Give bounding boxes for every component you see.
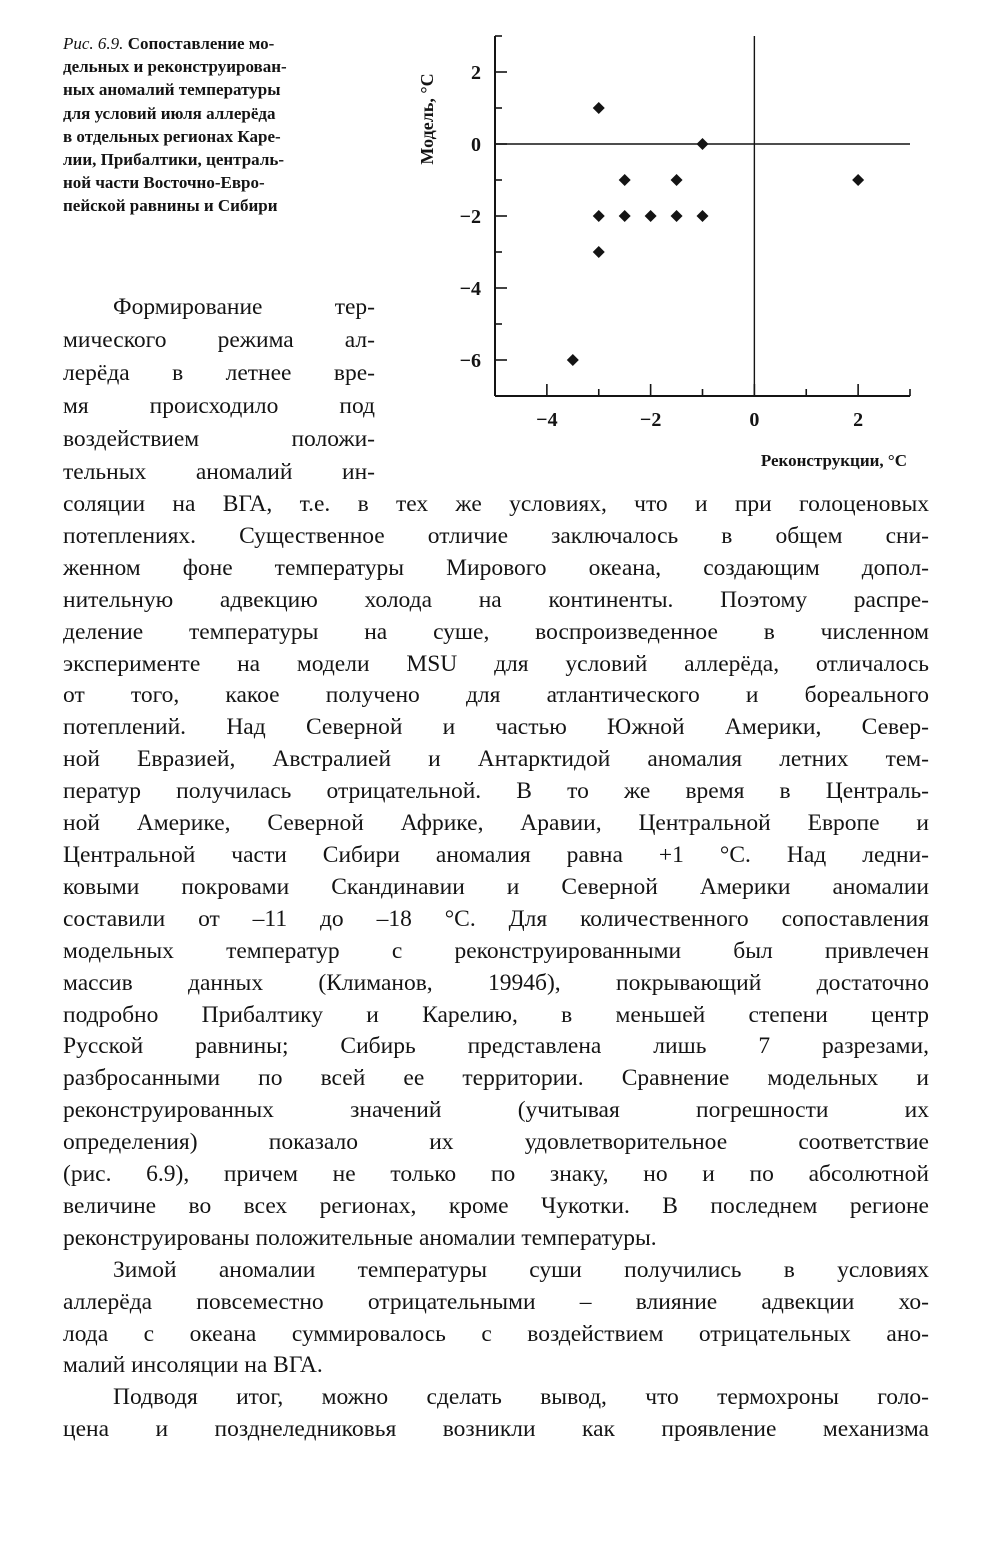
text-line: Русской равнины; Сибирь представлена лишь 7 разрезами, xyxy=(63,1033,929,1060)
x-tick-label: −2 xyxy=(639,409,662,431)
caption-line: лии, Прибалтики, централь- xyxy=(63,150,285,170)
y-tick-label: −6 xyxy=(459,350,481,372)
x-tick-label: 0 xyxy=(749,409,760,431)
paragraph xyxy=(63,1255,929,1383)
data-point xyxy=(697,210,709,222)
text-line: цена и позднеледниковья возникли как проявление механизма xyxy=(63,1416,929,1443)
data-points xyxy=(567,102,864,366)
text-line: величине во всех регионах, кроме Чукотки. В последнем регионе xyxy=(63,1192,929,1219)
intro-line: мя происходило под xyxy=(63,393,375,419)
data-point xyxy=(619,210,631,222)
intro-line: Формирование тер- xyxy=(113,294,375,320)
scatter-chart xyxy=(405,24,925,484)
text-line: малий инсоляции на ВГА. xyxy=(63,1352,323,1379)
intro-line: мического режима ал- xyxy=(63,327,375,353)
text-line: аллерёда повсеместно отрицательными – влияние адвекции хо- xyxy=(63,1288,929,1315)
y-axis-ticks xyxy=(460,36,507,396)
text-line: ной Америке, Северной Африке, Аравии, Центральной Европе и xyxy=(63,810,929,837)
data-point xyxy=(593,210,605,222)
text-line: лода с океана суммировалось с воздействием отрицательных ано- xyxy=(63,1320,929,1347)
x-tick-label: −4 xyxy=(536,409,558,431)
data-point xyxy=(671,174,683,186)
caption-line: пейской равнины и Сибири xyxy=(63,196,278,216)
caption-line: ной части Восточно-Евро- xyxy=(63,173,265,193)
text-line: нительную адвекцию холода на континенты. Поэтому распре- xyxy=(63,586,929,613)
x-axis-label: Реконструкции, °С xyxy=(760,451,907,470)
y-tick-label: −2 xyxy=(459,206,481,228)
text-line: составили от –11 до –18 °С. Для количественного сопоставления xyxy=(63,905,929,932)
caption-line: для условий июля аллерёда xyxy=(63,103,276,123)
figure-number: Рис. 6.9. xyxy=(63,34,124,53)
text-line: ператур получилась отрицательной. В то же время в Централь- xyxy=(63,778,929,805)
text-line: Подводя итог, можно сделать вывод, что термохроны голо- xyxy=(113,1384,929,1411)
data-point xyxy=(671,210,683,222)
text-line: разбросанными по всей ее территории. Сравнение модельных и xyxy=(63,1065,929,1092)
x-tick-label: 2 xyxy=(853,409,864,431)
text-line: деление температуры на суше, воспроизведенное в численном xyxy=(63,618,929,645)
text-line: ковыми покровами Скандинавии и Северной Америки аномалии xyxy=(63,873,929,900)
text-line: реконструированы положительные аномалии температуры. xyxy=(63,1224,657,1251)
text-line: (рис. 6.9), причем не только по знаку, но и по абсолютной xyxy=(63,1161,929,1188)
data-point xyxy=(645,210,657,222)
y-tick-label: 2 xyxy=(471,62,481,84)
caption-line: в отдельных регионах Каре- xyxy=(63,126,281,146)
y-tick-label: 0 xyxy=(471,134,481,156)
body-text xyxy=(63,489,929,1446)
text-line: подробно Прибалтику и Карелию, в меньшей степени центр xyxy=(63,1001,929,1028)
intro-line: лерёда в летнее вре- xyxy=(63,360,375,386)
data-point xyxy=(593,246,605,258)
caption-line: дельных и реконструирован- xyxy=(63,57,287,77)
text-line: соляции на ВГА, т.е. в тех же условиях, что и при голоценовых xyxy=(63,491,929,517)
y-tick-label: −4 xyxy=(459,278,481,300)
intro-paragraph xyxy=(63,291,375,489)
x-axis-ticks xyxy=(495,384,910,431)
text-line: потеплениях. Существенное отличие заключалось в общем сни- xyxy=(63,522,929,549)
data-point xyxy=(567,354,579,366)
text-line: женном фоне температуры Мирового океана, создающим допол- xyxy=(63,554,929,581)
caption-text xyxy=(63,34,287,215)
data-point xyxy=(697,138,709,150)
caption-line: Сопоставление мо- xyxy=(127,34,275,53)
text-line: потеплений. Над Северной и частью Южной Америки, Север- xyxy=(63,714,929,741)
intro-line: тельных аномалий ин- xyxy=(63,459,375,485)
text-line: от того, какое получено для атлантического и бореального xyxy=(63,682,929,709)
text-line: Центральной части Сибири аномалия равна +1 °С. Над ледни- xyxy=(63,841,929,868)
figure-caption xyxy=(63,32,375,218)
text-line: модельных температур с реконструированными был привлечен xyxy=(63,937,929,964)
text-line: эксперименте на модели MSU для условий аллерёда, отличалось xyxy=(63,650,929,677)
paragraph xyxy=(63,1382,929,1446)
text-line: Зимой аномалии температуры суши получились в условиях xyxy=(113,1256,929,1283)
y-axis-label: Модель, °С xyxy=(417,73,437,165)
intro-line: воздействием положи- xyxy=(63,426,375,452)
data-point xyxy=(852,174,864,186)
text-line: реконструированных значений (учитывая погрешности их xyxy=(63,1097,929,1124)
data-point xyxy=(619,174,631,186)
data-point xyxy=(593,102,605,114)
text-line: массив данных (Климанов, 1994б), покрывающий достаточно xyxy=(63,969,929,996)
caption-line: ных аномалий температуры xyxy=(63,80,281,100)
paragraph xyxy=(63,489,929,1255)
text-line: ной Евразией, Австралией и Антарктидой аномалия летних тем- xyxy=(63,746,929,773)
text-line: определения) показало их удовлетворительное соответствие xyxy=(63,1129,929,1156)
